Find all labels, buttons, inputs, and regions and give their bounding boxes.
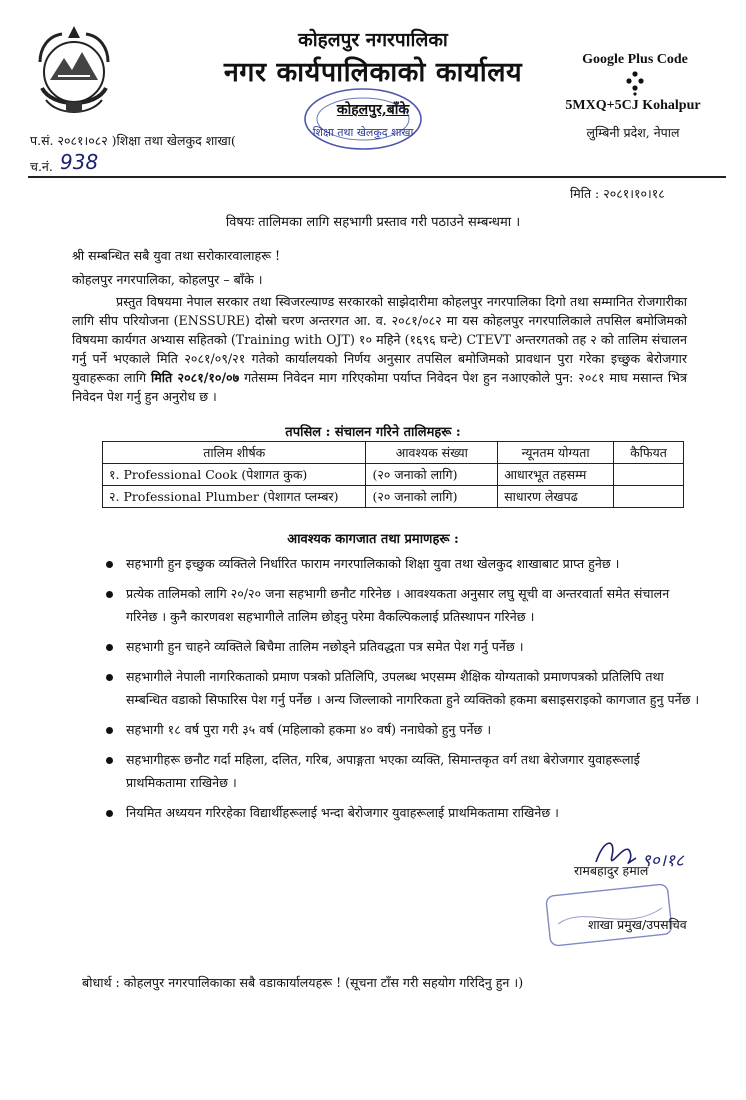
letter-body bbox=[72, 292, 687, 406]
letter-date: मिति : २०८१।१०।१८ bbox=[570, 186, 665, 201]
letter-subject: विषयः तालिमका लागि सहभागी प्रस्ताव गरी पठाउने सम्बन्धमा । bbox=[225, 215, 521, 230]
carbon-copy-note: बोधार्थ : कोहलपुर नगरपालिकाका सबै वडाकार्यालयहरू ! (सूचना टाँस गरी सहयोग गरिदिनु हुन ।) bbox=[82, 975, 524, 990]
table-cell: (२० जनाको लागि) bbox=[366, 464, 498, 486]
list-item-text: सहभागी हुन चाहने व्यक्तिले बिचैमा तालिम नछोड्ने प्रतिवद्धता पत्र समेत पेश गर्नु पर्नेछ । bbox=[126, 639, 524, 654]
list-item bbox=[100, 552, 700, 575]
table-header: तालिम शीर्षक bbox=[103, 442, 366, 464]
province: लुम्बिनी प्रदेश, नेपाल bbox=[586, 125, 680, 140]
table-header-row bbox=[103, 442, 684, 464]
list-item bbox=[100, 718, 700, 741]
header-divider bbox=[28, 176, 726, 178]
office-title: नगर कार्यपालिकाको कार्यालय bbox=[223, 57, 523, 88]
body-text-2: गतेसम्म निवेदन माग गरिएकोमा पर्याप्त निवेदन पेश हुन नआएकोले पुन: २०८१ माघ मसान्त भित्र निवेदन पेश गर्नु हुन अनुरोध छ । bbox=[72, 370, 687, 404]
list-item-text: नियमित अध्ययन गरिरहेका विद्यार्थीहरूलाई भन्दा बेरोजगार युवाहरूलाई प्राथमिकतामा राखिनेछ । bbox=[126, 805, 559, 820]
table-row bbox=[103, 486, 684, 508]
list-item bbox=[100, 801, 700, 824]
table-cell: साधारण लेखपढ bbox=[498, 486, 614, 508]
table-cell: आधारभूत तहसम्म bbox=[498, 464, 614, 486]
list-item-text: प्रत्येक तालिमको लागि २०/२० जना सहभागी छनौट गरिनेछ । आवश्यकता अनुसार लघु सूची वा अन्तरवार्ता समेत संचालन गरिनेछ । कुनै कारणवश सहभागीले तालिम छोड्नु परेमा वैकल्पिकलाई प्रतिस्थापन गरिनेछ । bbox=[126, 586, 670, 624]
signatory-name: रामबहादुर हमाल bbox=[574, 863, 649, 878]
training-table bbox=[102, 441, 684, 508]
list-item bbox=[100, 665, 700, 711]
chalani-number: 938 bbox=[60, 150, 99, 174]
bullet-icon bbox=[106, 757, 113, 764]
table-title: तपसिल : संचालन गरिने तालिमहरू : bbox=[285, 425, 461, 440]
list-item bbox=[100, 748, 700, 794]
signature-date: ९०।१८ bbox=[642, 851, 684, 871]
section-stamp bbox=[300, 84, 426, 154]
plus-code-value: 5MXQ+5CJ Kohalpur bbox=[565, 98, 701, 113]
bullet-icon bbox=[106, 644, 113, 651]
body-text-1: प्रस्तुत विषयमा नेपाल सरकार तथा स्विजरल्याण्ड सरकारको साझेदारीमा कोहलपुर नगरपालिका दिगो तथा सम्मानित रोजगारीका लागि सीप परियोजना (ENSSURE) दोस्रो चरण अन्तरगत आ. व. २०८१/०८२ मा यस कोहलपुर नगरपालिकाले तपसिल बमोजिमको विषयमा कार्यगत अभ्यास सहितको (Training with OJT) १० महिने (१६९६ घन्टे) CTEVT अन्तरगतको तह २ को तालिम संचालन गर्नु पर्ने भएकाले मिति २०८१/०९/२१ गतेको कार्यालयको निर्णय अनुसार तपसिल बमोजिमको प्रावधान पुरा गरेका इच्छुक बेरोजगार युवाहरूका लागि bbox=[72, 294, 687, 385]
table-row bbox=[103, 464, 684, 486]
table-cell: (२० जनाको लागि) bbox=[366, 486, 498, 508]
list-item bbox=[100, 635, 700, 658]
table-header: न्यूनतम योग्यता bbox=[498, 442, 614, 464]
plus-code-dots-icon bbox=[620, 70, 650, 96]
table-header: कैफियत bbox=[614, 442, 684, 464]
list-item-text: सहभागी हुन इच्छुक व्यक्तिले निर्धारित फाराम नगरपालिकाको शिक्षा युवा तथा खेलकुद शाखाबाट प्राप्त हुनेछ । bbox=[126, 556, 620, 571]
list-item-text: सहभागीहरू छनौट गर्दा महिला, दलित, गरिब, अपाङ्गता भएका व्यक्ति, सिमान्तकृत वर्ग तथा बेरोजगार युवाहरूलाई प्राथमिकतामा राखिनेछ । bbox=[126, 752, 640, 790]
bullet-icon bbox=[106, 674, 113, 681]
table-cell bbox=[614, 486, 684, 508]
table-cell: १. Professional Cook (पेशागत कुक) bbox=[103, 464, 366, 486]
bullet-icon bbox=[106, 591, 113, 598]
letter-reference-number: प.सं. २०८१।०८२ )शिक्षा तथा खेलकुद शाखा( bbox=[30, 133, 236, 148]
bullet-icon bbox=[106, 727, 113, 734]
table-header: आवश्यक संख्या bbox=[366, 442, 498, 464]
municipality-name: कोहलपुर नगरपालिका bbox=[298, 29, 448, 51]
chalani-label: च.नं. bbox=[30, 159, 53, 174]
body-deadline-date: मिति २०८१/१०/०७ bbox=[151, 370, 240, 385]
table-cell: २. Professional Plumber (पेशागत प्लम्बर) bbox=[103, 486, 366, 508]
list-item-text: सहभागीले नेपाली नागरिकताको प्रमाण पत्रको प्रतिलिपि, उपलब्ध भएसम्म शैक्षिक योग्यताको प्रमाणपत्रको प्रतिलिपि तथा सम्बन्धित वडाको सिफारिस पेश गर्नु पर्नेछ । अन्य जिल्लाको नागरिकता हुने व्यक्तिको हकमा बसाइसराइको कागजात हुनु पर्नेछ । bbox=[126, 669, 700, 707]
signatory-designation: शाखा प्रमुख/उपसचिव bbox=[588, 917, 687, 932]
bullet-icon bbox=[106, 810, 113, 817]
office-location: कोहलपुर,बाँके bbox=[336, 102, 410, 118]
bullet-icon bbox=[106, 561, 113, 568]
requirements-title: आवश्यक कागजात तथा प्रमाणहरू : bbox=[287, 532, 459, 547]
table-cell bbox=[614, 464, 684, 486]
salutation: श्री सम्बन्धित सबै युवा तथा सरोकारवालाहरू ! bbox=[72, 248, 281, 263]
stamp-text: शिक्षा तथा खेलकुद शाखा bbox=[312, 126, 414, 139]
list-item-text: सहभागी १८ वर्ष पुरा गरी ३५ वर्ष (महिलाको हकमा ४० वर्ष) ननाघेको हुनु पर्नेछ । bbox=[126, 722, 492, 737]
list-item bbox=[100, 582, 700, 628]
recipient-address: कोहलपुर नगरपालिका, कोहलपुर – बाँके । bbox=[72, 272, 263, 287]
requirements-list bbox=[100, 552, 700, 831]
plus-code-title: Google Plus Code bbox=[582, 52, 688, 67]
official-stamp bbox=[544, 884, 674, 946]
